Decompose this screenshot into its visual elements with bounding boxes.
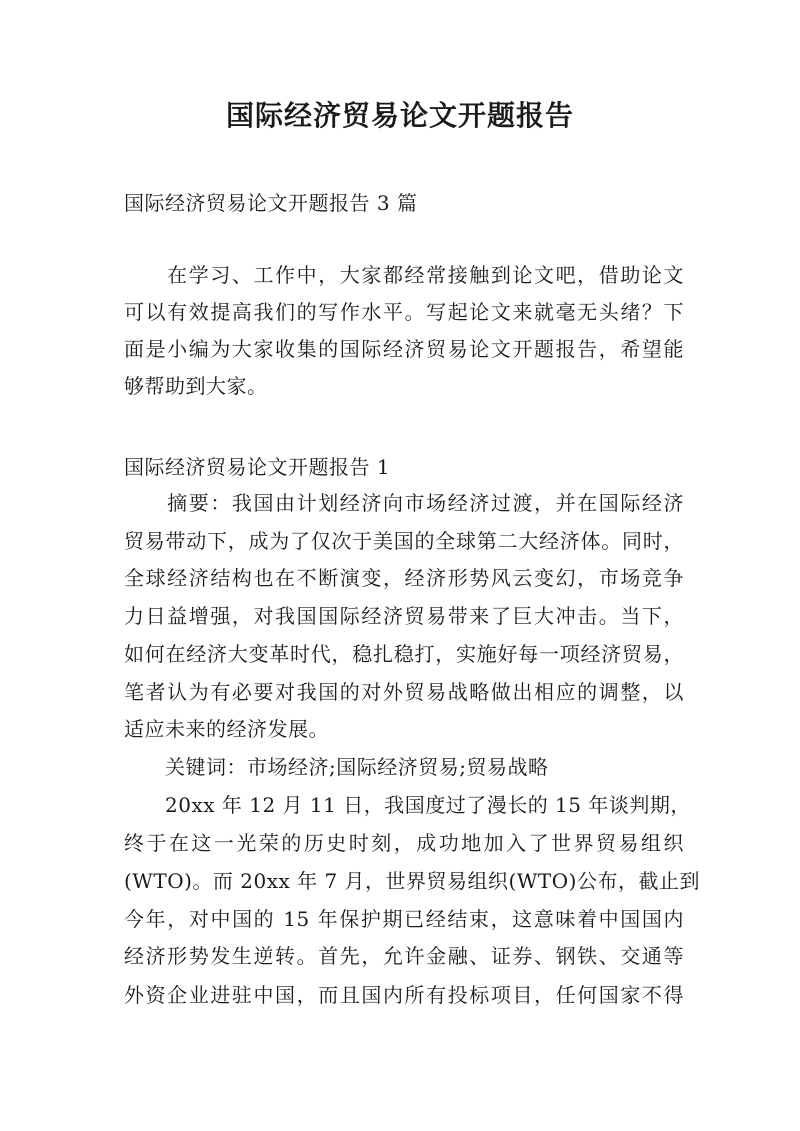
- paragraph-line: 笔者认为有必要对我国的对外贸易战略做出相应的调整，以: [124, 680, 684, 704]
- paragraph-line: 可以有效提高我们的写作水平。写起论文来就毫无头绪？下: [124, 300, 684, 324]
- paragraph-line: 摘要：我国由计划经济向市场经济过渡，并在国际经济: [124, 491, 684, 515]
- paragraph-line: 适应未来的经济发展。: [124, 717, 329, 741]
- paragraph-line: 贸易带动下，成为了仅次于美国的全球第二大经济体。同时，: [124, 529, 684, 553]
- paragraph-line: 力日益增强，对我国国际经济贸易带来了巨大冲击。当下，: [124, 604, 684, 628]
- paragraph-line: 面是小编为大家收集的国际经济贸易论文开题报告，希望能: [124, 337, 684, 361]
- paragraph-line: 全球经济结构也在不断演变，经济形势风云变幻，市场竞争: [124, 566, 684, 590]
- paragraph-line: (WTO)。而 20xx 年 7 月，世界贸易组织(WTO)公布，截止到: [124, 869, 700, 893]
- paragraph-line: 够帮助到大家。: [124, 374, 268, 398]
- section-heading: 国际经济贸易论文开题报告 1: [124, 455, 391, 479]
- keywords-line: 关键词：市场经济;国际经济贸易;贸易战略: [124, 755, 549, 779]
- paragraph-line: 外资企业进驻中国，而且国内所有投标项目，任何国家不得: [124, 983, 684, 1007]
- paragraph-line: 在学习、工作中，大家都经常接触到论文吧，借助论文: [124, 263, 684, 287]
- paragraph-line: 经济形势发生逆转。首先，允许金融、证券、钢铁、交通等: [124, 944, 684, 968]
- paragraph-line: 今年，对中国的 15 年保护期已经结束，这意味着中国国内: [124, 907, 684, 931]
- paragraph-line: 如何在经济大变革时代，稳扎稳打，实施好每一项经济贸易，: [124, 642, 684, 666]
- document-title: 国际经济贸易论文开题报告: [225, 99, 574, 132]
- paragraph-line: 终于在这一光荣的历史时刻，成功地加入了世界贸易组织: [124, 831, 684, 855]
- paragraph-line: 20xx 年 12 月 11 日，我国度过了漫长的 15 年谈判期，: [124, 793, 691, 817]
- document-subtitle: 国际经济贸易论文开题报告 3 篇: [124, 191, 418, 215]
